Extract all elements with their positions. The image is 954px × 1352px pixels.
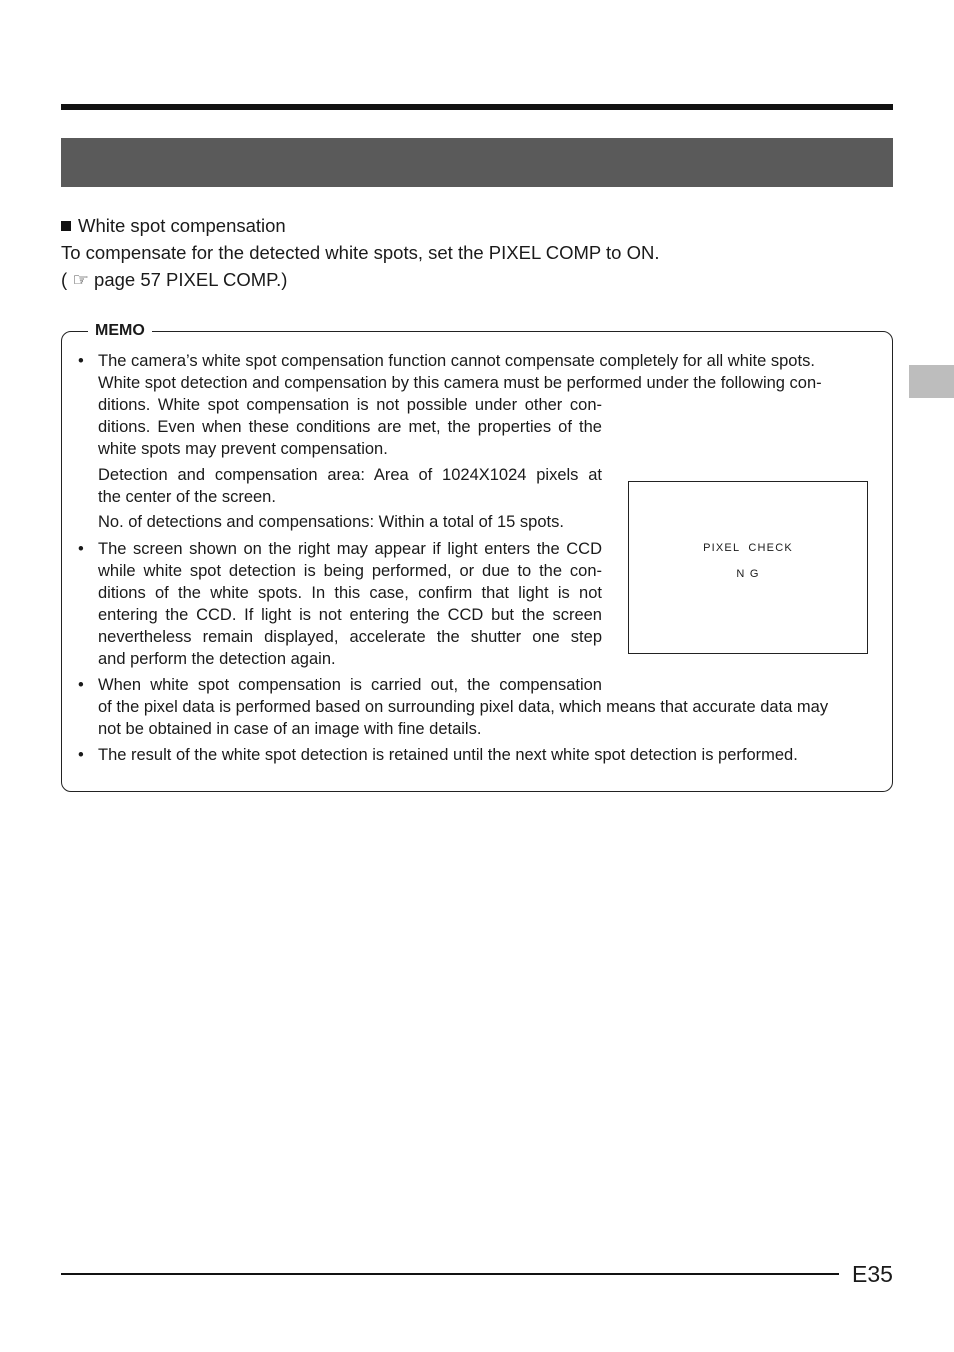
bullet-icon: •	[78, 540, 84, 558]
memo-line: not be obtained in case of an image with fine details.	[98, 720, 482, 738]
memo-line: the center of the screen.	[98, 488, 276, 506]
memo-line: ditions of the white spots. In this case, confirm that light is not	[98, 584, 602, 602]
page-reference: ( ☞ page 57 PIXEL COMP.)	[61, 269, 288, 290]
bullet-icon: •	[78, 352, 84, 370]
memo-line: No. of detections and compensations: Within a total of 15 spots.	[98, 513, 564, 531]
screen-ng-text: N G	[736, 568, 760, 580]
memo-line: ditions. Even when these conditions are met, the properties of the	[98, 418, 602, 436]
memo-label: MEMO	[88, 320, 152, 342]
intro-heading: White spot compensation	[61, 212, 901, 239]
memo-line: The screen shown on the right may appear if light enters the CCD	[98, 540, 602, 558]
bullet-icon: •	[78, 676, 84, 694]
chapter-tab	[909, 365, 954, 398]
intro-line: To compensate for the detected white spots, set the PIXEL COMP to ON.	[61, 242, 660, 263]
memo-line: White spot detection and compensation by this camera must be performed under the following con-	[98, 374, 822, 392]
pointing-hand-icon: ☞	[72, 269, 89, 290]
memo-line: The camera’s white spot compensation function cannot compensate completely for all white spots.	[98, 352, 815, 370]
memo-line: When white spot compensation is carried out, the compensation	[98, 676, 602, 694]
memo-line: of the pixel data is performed based on surrounding pixel data, which means that accurate data may	[98, 698, 829, 716]
memo-line: entering the CCD. If light is not entering the CCD but the screen	[98, 606, 602, 624]
intro-section	[61, 212, 901, 293]
top-rule	[61, 104, 893, 110]
square-bullet-icon	[61, 221, 71, 231]
section-title-band	[61, 138, 893, 187]
memo-line: ditions. White spot compensation is not possible under other con-	[98, 396, 602, 414]
monitor-screen	[628, 481, 868, 654]
bullet-icon: •	[78, 746, 84, 764]
memo-line: nevertheless remain displayed, accelerate the shutter one step	[98, 628, 602, 646]
memo-line: and perform the detection again.	[98, 650, 336, 668]
memo-line: Detection and compensation area: Area of 1024X1024 pixels at	[98, 466, 602, 484]
memo-line: while white spot detection is being performed, or due to the con-	[98, 562, 602, 580]
page-number: E35	[852, 1261, 893, 1287]
memo-line: The result of the white spot detection is retained until the next white spot detection is performed.	[98, 746, 798, 764]
bottom-rule	[61, 1273, 839, 1275]
memo-line: white spots may prevent compensation.	[98, 440, 388, 458]
screen-pixel-check-text: PIXEL CHECK	[703, 542, 793, 554]
